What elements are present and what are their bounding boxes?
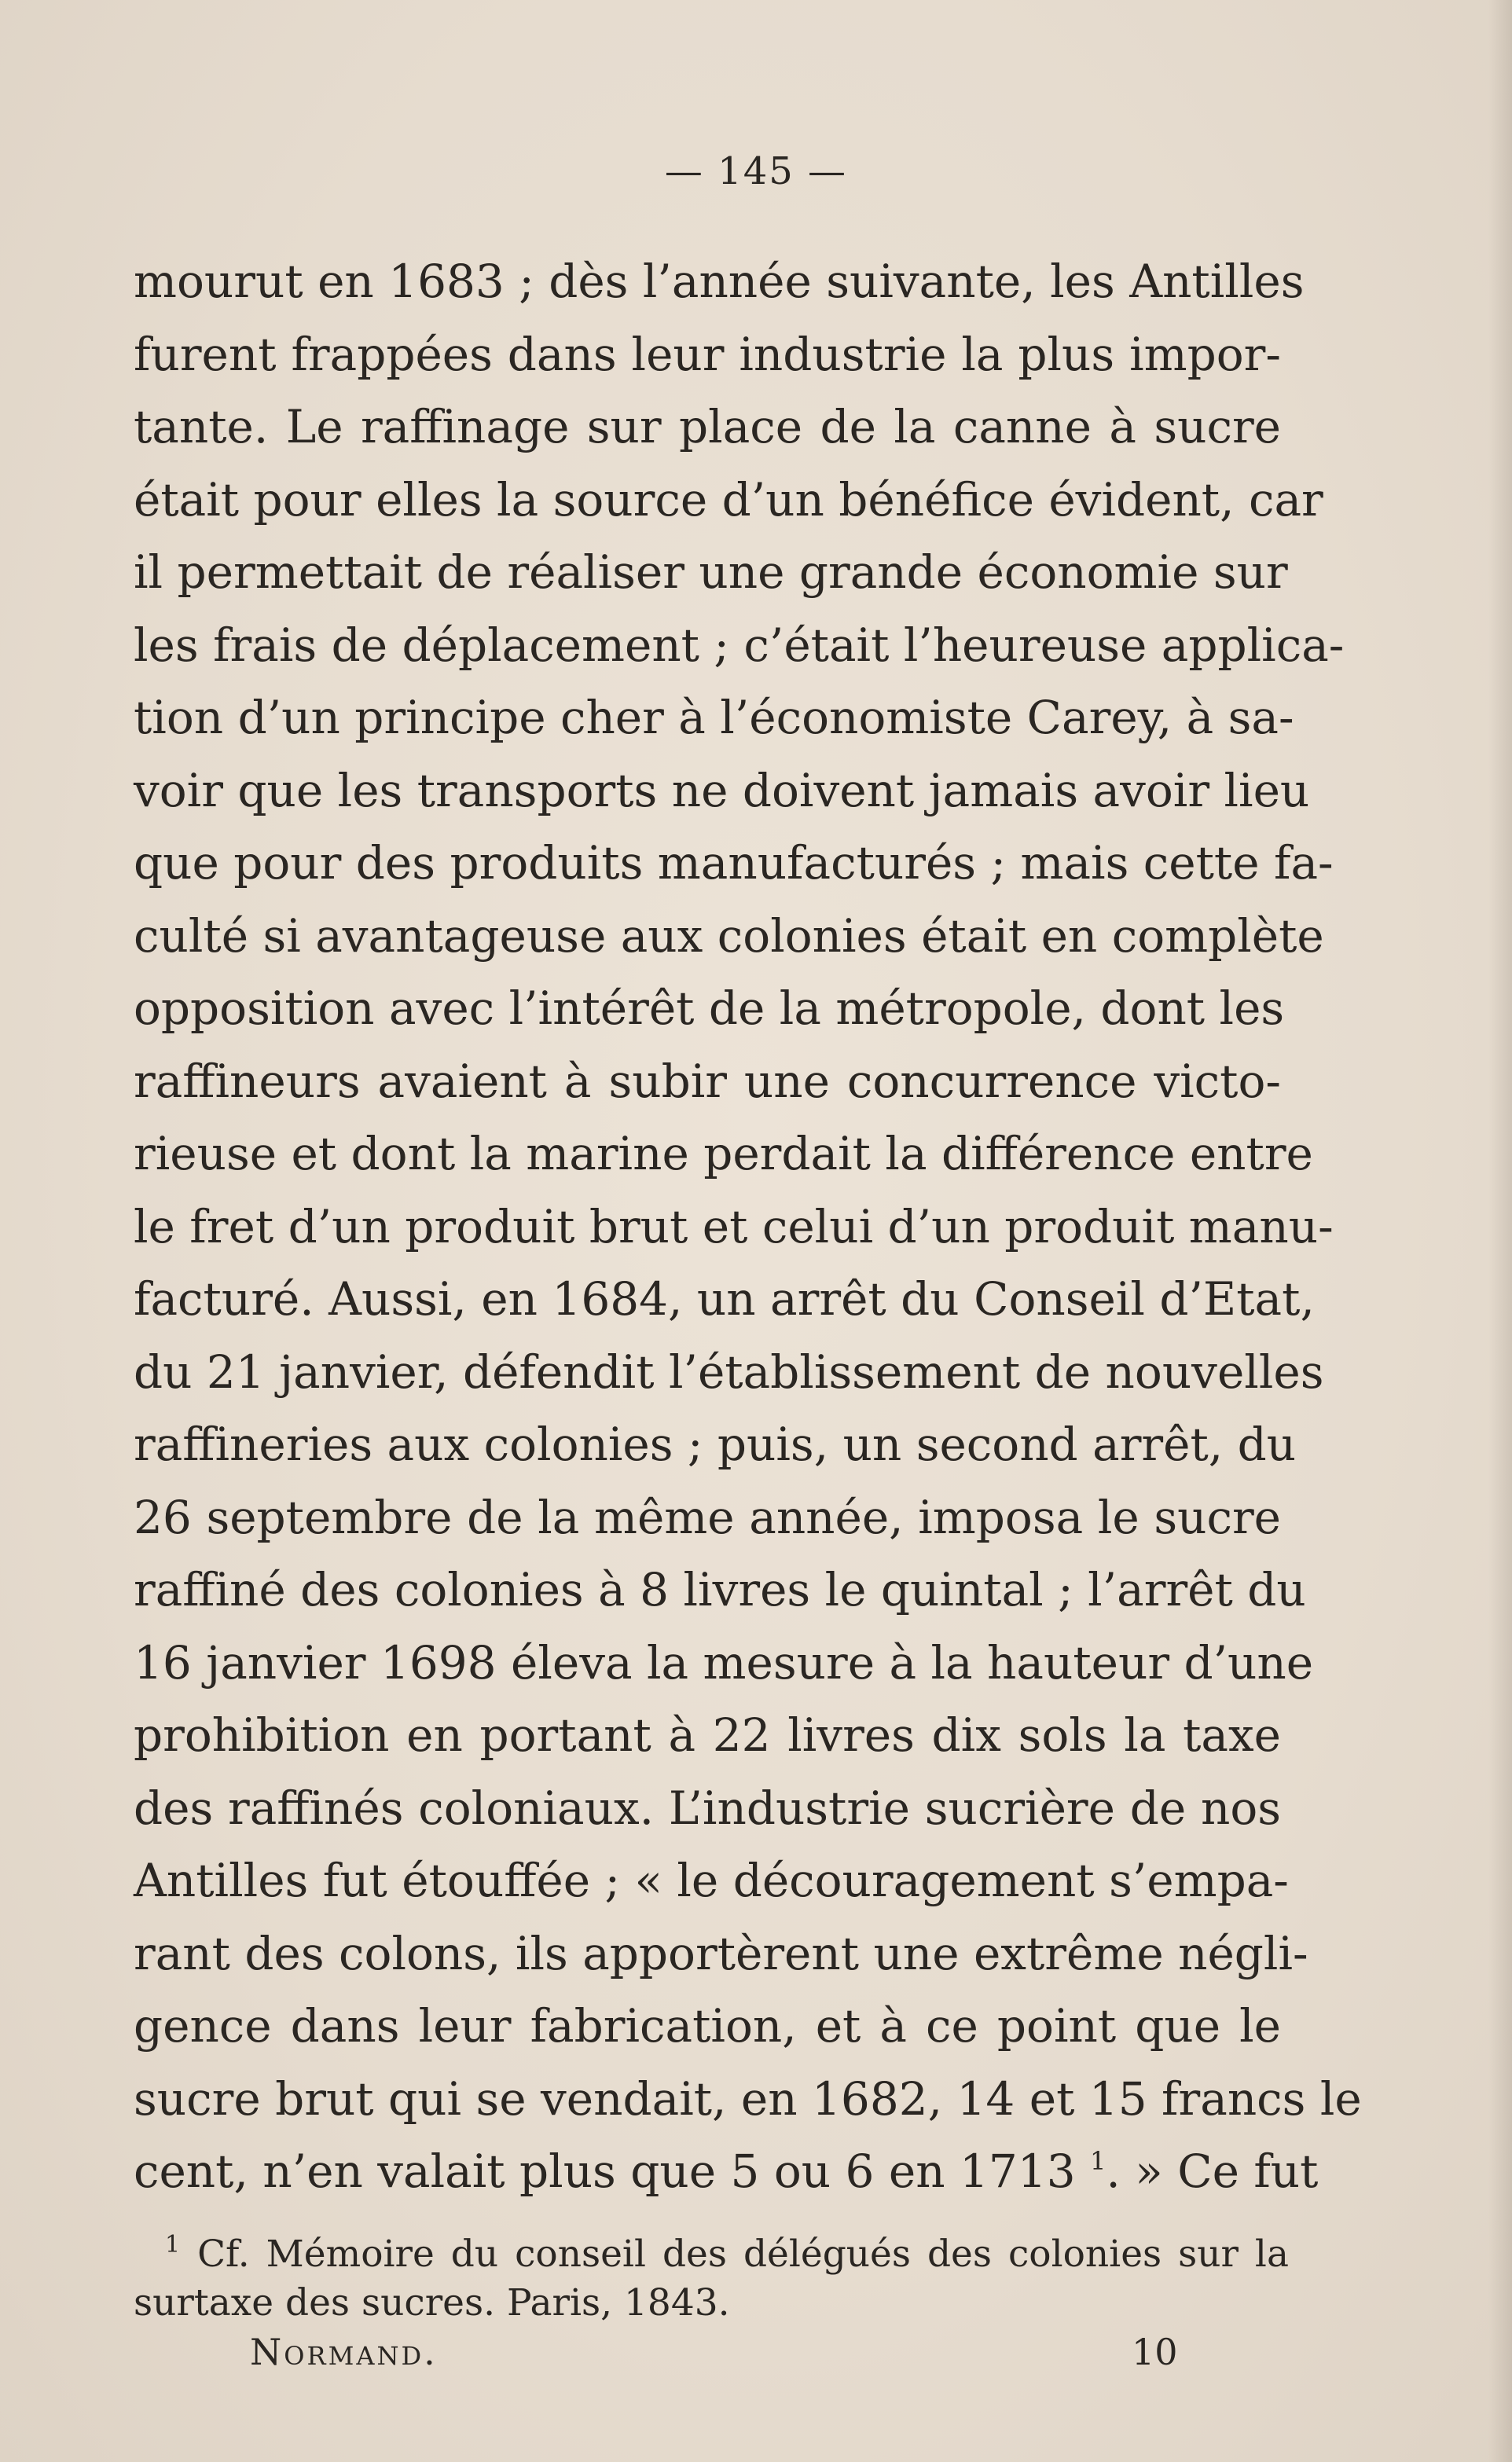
text-line-5: il permettait de réaliser une grande économie sur — [134, 545, 1288, 599]
text-line-4: était pour elles la source d’un bénéfice évident, car — [134, 472, 1323, 527]
text-line-1: mourut en 1683 ; dès l’année suivante, les Antilles — [134, 255, 1305, 308]
text-line-13: rieuse et dont la marine perdait la différence entre — [134, 1127, 1313, 1180]
body-text — [134, 245, 1362, 2208]
text-line-3: tante. Le raffinage sur place de la canne à sucre — [134, 400, 1281, 453]
text-line-18: 26 septembre de la même année, imposa le sucre — [134, 1490, 1281, 1544]
text-line-17: raffineries aux colonies ; puis, un second arrêt, du — [134, 1418, 1297, 1471]
text-line-6: les frais de déplacement ; c’était l’heureuse applica- — [134, 618, 1345, 672]
text-line-27-start: cent, n’en valait plus que 5 ou 6 en 1713 — [134, 2145, 1076, 2198]
text-line-25: gence dans leur fabrication, et à ce point que le — [134, 1999, 1281, 2053]
text-line-27-end: . » Ce fut — [1106, 2145, 1319, 2198]
page-number-header: — 145 — — [664, 149, 848, 193]
footnote-text-1: Cf. Mémoire du conseil des délégués des colonies sur la — [197, 2233, 1289, 2276]
text-line-2: furent frappées dans leur industrie la plus impor- — [134, 327, 1281, 381]
text-line-11: opposition avec l’intérêt de la métropole, dont les — [134, 981, 1285, 1035]
text-line-27 — [134, 2135, 1319, 2208]
text-line-24: rant des colons, ils apportèrent une extrême négli- — [134, 1926, 1308, 1980]
footnote-reference[interactable]: 1 — [1090, 2146, 1106, 2176]
text-line-20: 16 janvier 1698 éleva la mesure à la hauteur d’une — [134, 1635, 1314, 1690]
sheet-number: 10 — [1132, 2331, 1178, 2373]
page-edge-shadow — [1488, 0, 1512, 2462]
text-line-26: sucre brut qui se vendait, en 1682, 14 et 15 francs le — [134, 2071, 1362, 2126]
text-line-10: culté si avantageuse aux colonies était en complète — [134, 908, 1324, 963]
text-line-22: des raffinés coloniaux. L’industrie sucrière de nos — [134, 1781, 1281, 1835]
text-line-21: prohibition en portant à 22 livres dix sols la taxe — [134, 1708, 1281, 1762]
text-line-7: tion d’un principe cher à l’économiste Carey, à sa- — [134, 691, 1294, 744]
text-line-8: voir que les transports ne doivent jamais avoir lieu — [134, 763, 1310, 817]
footnote-line-2: surtaxe des sucres. Paris, 1843. — [134, 2281, 730, 2324]
text-line-23: Antilles fut étouffée ; « le découragement s’empa- — [134, 1854, 1289, 1907]
text-line-19: raffiné des colonies à 8 livres le quintal ; l’arrêt du — [134, 1563, 1306, 1616]
text-line-14: le fret d’un produit brut et celui d’un produit manu- — [134, 1199, 1334, 1253]
text-line-15: facturé. Aussi, en 1684, un arrêt du Conseil d’Etat, — [134, 1272, 1315, 1326]
text-line-9: que pour des produits manufacturés ; mais cette fa- — [134, 836, 1334, 890]
footnote-mark: 1 — [165, 2231, 181, 2258]
footnote-line-1 — [134, 2230, 1289, 2279]
text-line-16: du 21 janvier, défendit l’établissement de nouvelles — [134, 1345, 1324, 1399]
footnote — [134, 2230, 1289, 2328]
printer-signature-mark: Normand. — [250, 2331, 438, 2373]
text-line-12: raffineurs avaient à subir une concurrence victo- — [134, 1054, 1281, 1108]
